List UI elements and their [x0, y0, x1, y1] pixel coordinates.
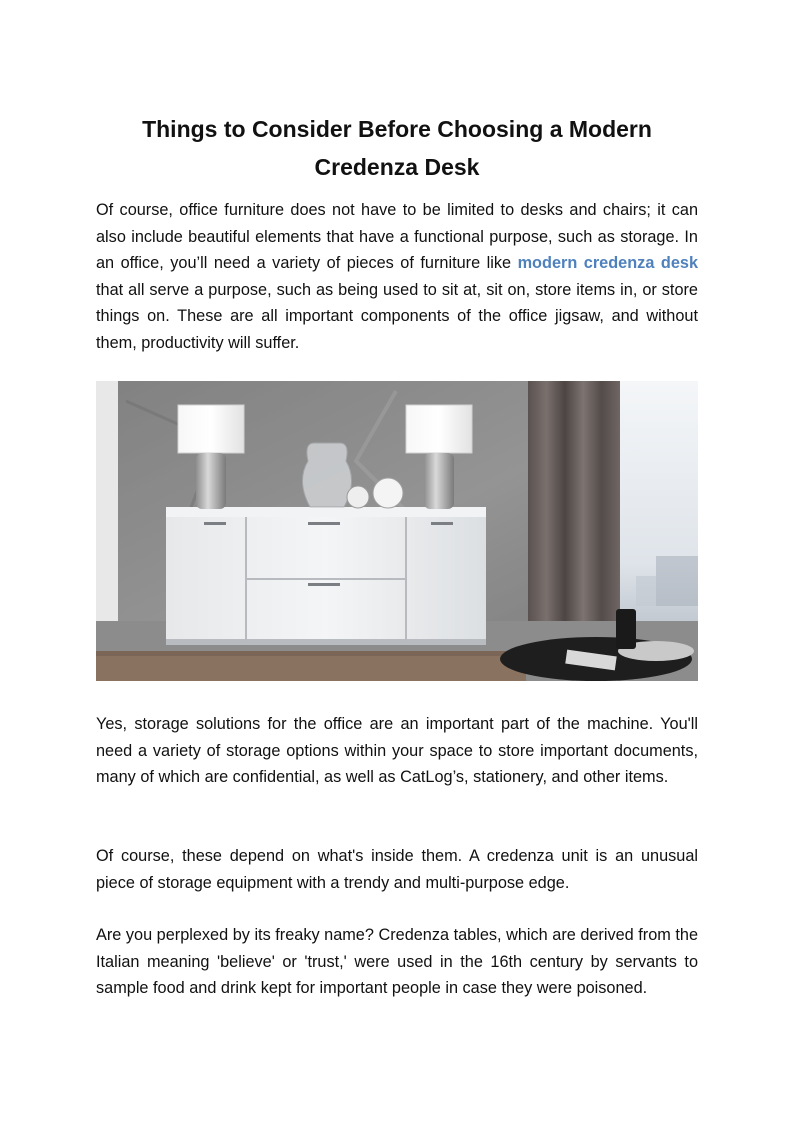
modern-credenza-desk-link[interactable]: modern credenza desk: [517, 254, 698, 273]
contents-paragraph: Of course, these depend on what's inside them. A credenza unit is an unusual piece of storage equipment with a trendy and multi-purpose edge.: [96, 847, 698, 892]
credenza-photo: [96, 381, 698, 681]
storage-paragraph: Yes, storage solutions for the office are an important part of the machine. You'll need a variety of storage options within your space to store important documents, many of which are confidential, as well as CatLog’s, stationery, and other items.: [96, 715, 698, 787]
intro-text-before: Of course, office furniture does not have to be limited to desks and chairs; it can also include beautiful elements that have a functional purpose, such as storage. In an office, you’ll need a variety of pieces of furniture like: [96, 201, 698, 273]
name-origin-paragraph: Are you perplexed by its freaky name? Credenza tables, which are derived from the Italian meaning 'believe' or 'trust,' were used in the 16th century by servants to sample food and drink kept for important people in case they were poisoned.: [96, 926, 698, 998]
article-title: Things to Consider Before Choosing a Modern Credenza Desk: [142, 116, 652, 181]
intro-paragraph: [96, 197, 698, 357]
intro-text-after: that all serve a purpose, such as being used to sit at, sit on, store items in, or store things on. These are all important components of the office jigsaw, and without them, productivity will suffer.: [96, 280, 698, 352]
